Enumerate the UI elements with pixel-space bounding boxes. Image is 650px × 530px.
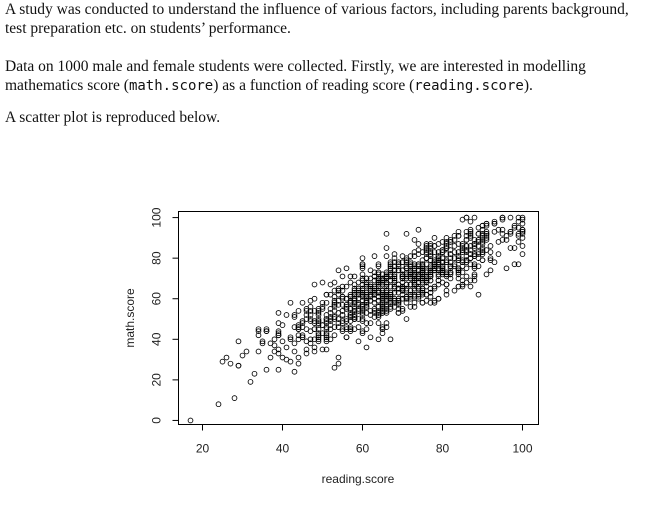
data-point bbox=[368, 335, 373, 340]
data-point bbox=[364, 345, 369, 350]
data-point bbox=[276, 321, 281, 326]
data-point bbox=[236, 363, 241, 368]
y-tick-label: 60 bbox=[149, 292, 164, 306]
x-tick-label: 60 bbox=[355, 441, 370, 456]
data-point bbox=[292, 341, 297, 346]
data-point bbox=[400, 254, 405, 259]
data-point bbox=[492, 260, 497, 265]
data-point bbox=[296, 309, 301, 314]
data-point bbox=[472, 215, 477, 220]
data-point bbox=[464, 266, 469, 271]
x-axis-label: reading.score bbox=[321, 472, 395, 486]
data-point bbox=[384, 254, 389, 259]
code-math-score: math.score bbox=[128, 78, 214, 94]
data-point bbox=[272, 343, 277, 348]
y-axis bbox=[150, 207, 179, 424]
data-point bbox=[356, 339, 361, 344]
data-point bbox=[332, 280, 337, 285]
scatter-points bbox=[188, 215, 525, 423]
x-axis bbox=[196, 425, 533, 456]
data-point bbox=[348, 280, 353, 285]
data-point bbox=[468, 284, 473, 289]
intro-paragraph: A study was conducted to understand the influence of various factors, including parents background, test preparation etc. on students’ performance. bbox=[5, 1, 629, 37]
data-point bbox=[416, 242, 421, 247]
data-point bbox=[272, 349, 277, 354]
data-paragraph-text-2: ) as a function of reading score ( bbox=[213, 77, 415, 94]
data-point bbox=[320, 280, 325, 285]
data-point bbox=[420, 300, 425, 305]
data-point bbox=[372, 254, 377, 259]
data-point bbox=[248, 380, 253, 385]
data-point bbox=[232, 396, 237, 401]
data-point bbox=[416, 227, 421, 232]
data-point bbox=[292, 349, 297, 354]
data-point bbox=[296, 361, 301, 366]
data-point bbox=[384, 246, 389, 251]
data-point bbox=[452, 288, 457, 293]
data-point bbox=[516, 240, 521, 245]
data-point bbox=[312, 282, 317, 287]
data-point bbox=[508, 215, 513, 220]
data-point bbox=[224, 355, 229, 360]
data-point bbox=[256, 349, 261, 354]
data-point bbox=[468, 219, 473, 224]
data-point bbox=[336, 361, 341, 366]
data-point bbox=[240, 353, 245, 358]
y-tick-label: 0 bbox=[149, 417, 164, 424]
data-point bbox=[476, 292, 481, 297]
data-point bbox=[288, 359, 293, 364]
data-point bbox=[280, 339, 285, 344]
data-point bbox=[344, 335, 349, 340]
y-tick-label: 100 bbox=[149, 207, 164, 228]
scatter-intro-paragraph: A scatter plot is reproduced below. bbox=[5, 109, 221, 126]
data-paragraph-text-1: Data on 1000 male and female students were collected. Firstly, we are interested in modelling mathematics score ( bbox=[5, 58, 586, 94]
data-point bbox=[296, 355, 301, 360]
data-point bbox=[336, 311, 341, 316]
data-point bbox=[432, 235, 437, 240]
data-point bbox=[444, 282, 449, 287]
data-point bbox=[488, 268, 493, 273]
data-point bbox=[308, 298, 313, 303]
data-point bbox=[404, 317, 409, 322]
data-point bbox=[236, 339, 241, 344]
x-tick-label: 20 bbox=[195, 441, 210, 456]
y-axis-label: math.score bbox=[123, 288, 137, 348]
data-point bbox=[340, 274, 345, 279]
data-point bbox=[464, 274, 469, 279]
data-point bbox=[264, 367, 269, 372]
data-point bbox=[488, 250, 493, 255]
code-reading-score: reading.score bbox=[414, 78, 524, 94]
data-point bbox=[284, 345, 289, 350]
data-point bbox=[484, 272, 489, 277]
y-tick-label: 40 bbox=[149, 332, 164, 346]
data-point bbox=[268, 355, 273, 360]
data-point bbox=[228, 361, 233, 366]
data-point bbox=[288, 300, 293, 305]
data-point bbox=[284, 313, 289, 318]
data-point bbox=[520, 244, 525, 249]
data-point bbox=[492, 229, 497, 234]
data-point bbox=[272, 337, 277, 342]
data-paragraph-text-3: ). bbox=[523, 77, 533, 94]
data-point bbox=[388, 337, 393, 342]
data-point bbox=[244, 349, 249, 354]
x-tick-label: 80 bbox=[435, 441, 450, 456]
data-point bbox=[412, 238, 417, 243]
data-point bbox=[188, 418, 193, 423]
data-point bbox=[336, 355, 341, 360]
data-point bbox=[216, 402, 221, 407]
data-point bbox=[292, 369, 297, 374]
data-point bbox=[504, 266, 509, 271]
data-point bbox=[520, 252, 525, 257]
data-point bbox=[376, 321, 381, 326]
data-point bbox=[332, 333, 337, 338]
data-point bbox=[344, 266, 349, 271]
data-point bbox=[384, 231, 389, 236]
data-point bbox=[220, 359, 225, 364]
data-point bbox=[488, 244, 493, 249]
data-point bbox=[404, 231, 409, 236]
data-point bbox=[300, 300, 305, 305]
data-point bbox=[332, 365, 337, 370]
data-point bbox=[276, 367, 281, 372]
data-point bbox=[336, 268, 341, 273]
x-tick-label: 40 bbox=[275, 441, 290, 456]
y-tick-label: 20 bbox=[149, 373, 164, 387]
data-point bbox=[460, 217, 465, 222]
data-point bbox=[364, 327, 369, 332]
data-point bbox=[276, 311, 281, 316]
x-tick-label: 100 bbox=[512, 441, 533, 456]
data-point bbox=[252, 371, 257, 376]
y-tick-label: 80 bbox=[149, 251, 164, 265]
data-point bbox=[360, 256, 365, 261]
data-point bbox=[496, 252, 501, 257]
data-point bbox=[376, 337, 381, 342]
data-point bbox=[356, 325, 361, 330]
